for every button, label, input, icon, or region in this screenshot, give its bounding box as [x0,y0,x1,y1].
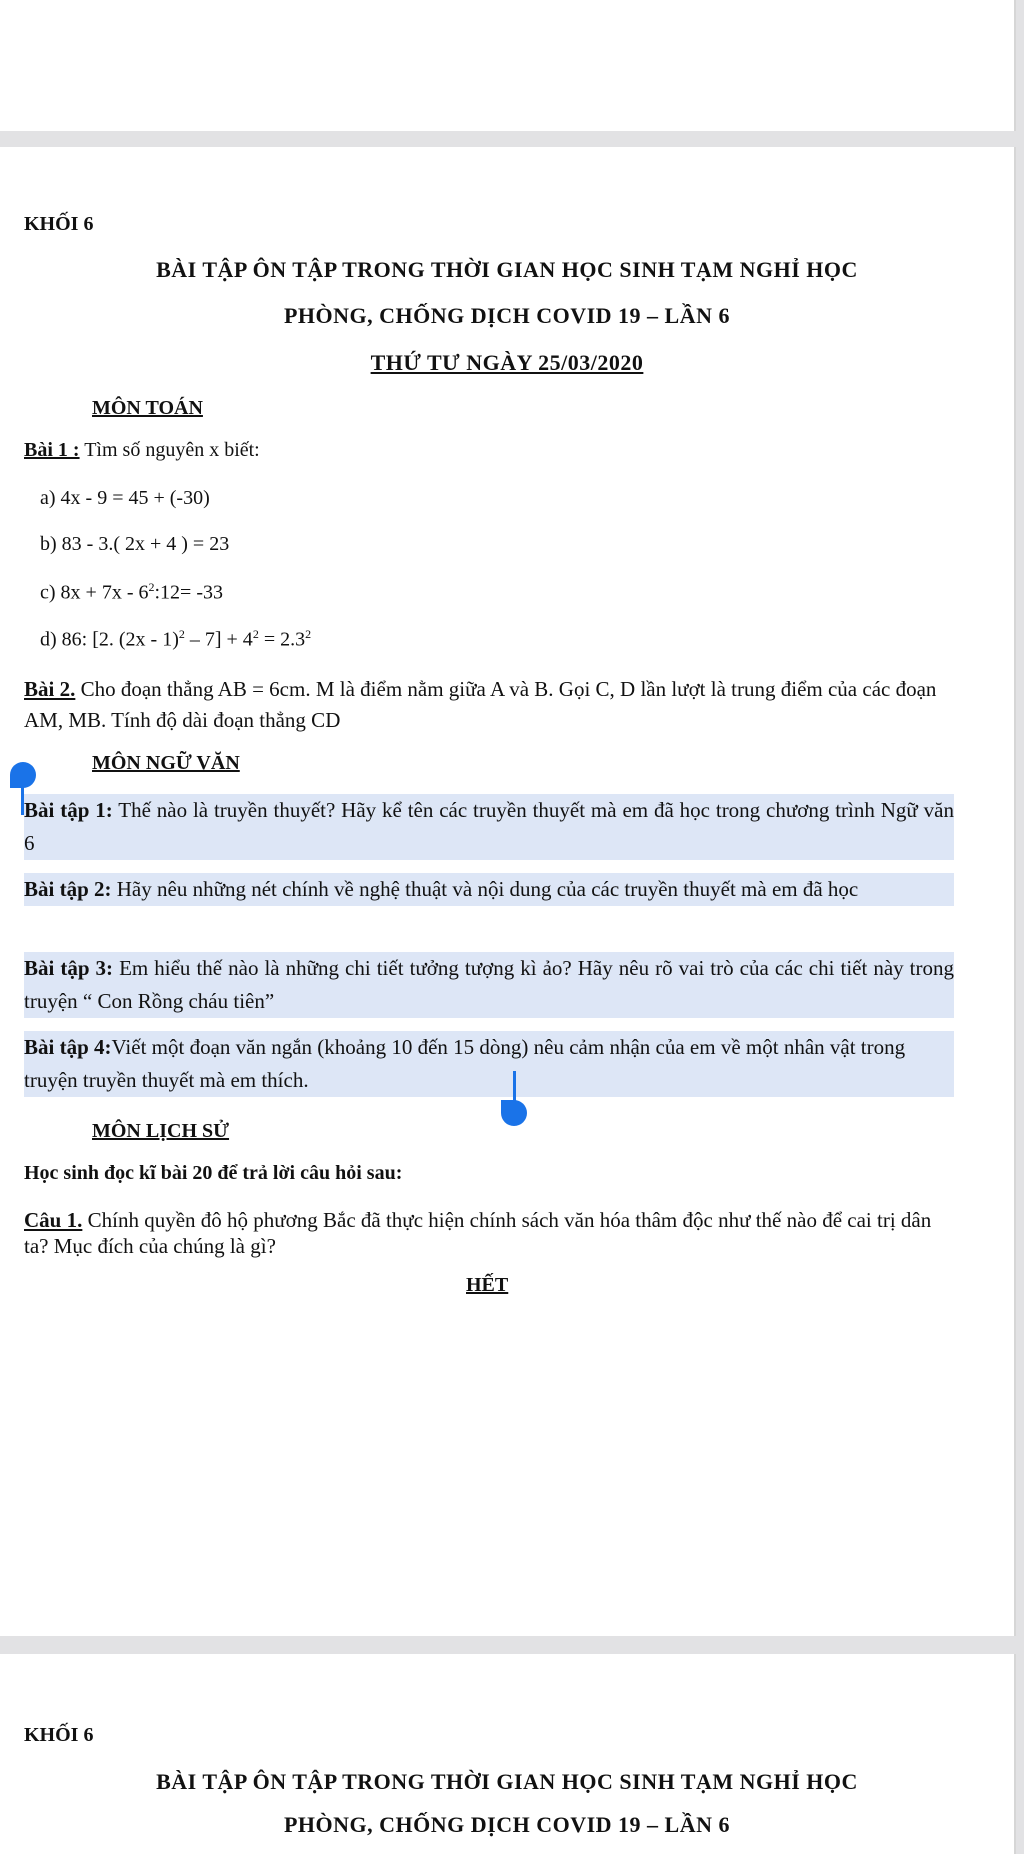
document-page [0,147,1014,1636]
previous-page [0,0,1014,131]
selection-end-handle[interactable] [501,1100,527,1126]
math-d-mid1: – 7] + 4 [184,628,253,651]
cau1-label: Câu 1. [24,1208,83,1232]
bt3-label: Bài tập 3: [24,956,114,980]
bt3-text: Em hiểu thế nào là những chi tiết tưởng tượng kì ảo? Hãy nêu rõ vai trò của các chi tiết này trong truyện “ Con Rồng cháu tiên” [24,956,954,1013]
next-page [0,1654,1014,1854]
math-item-b: b) 83 - 3.( 2x + 4 ) = 23 [40,533,230,555]
literature-bt1[interactable] [24,794,954,860]
history-intro: Học sinh đọc kĩ bài 20 để trả lời câu hỏi sau: [24,1162,403,1184]
doc-date: THỨ TƯ NGÀY 25/03/2020 [370,350,644,375]
bai1-label: Bài 1 : [24,439,80,461]
math-item-a: a) 4x - 9 = 45 + (-30) [40,487,210,509]
math-heading: MÔN TOÁN [92,397,203,419]
bt4-label: Bài tập 4: [24,1035,112,1059]
math-d-sup1: 2 [178,627,185,641]
math-d-sup2: 2 [252,627,259,641]
bt2-text: Hãy nêu những nét chính về nghệ thuật và nội dung của các truyền thuyết mà em đã học [111,877,859,901]
grade-label: KHỐI 6 [24,213,94,235]
literature-heading: MÔN NGỮ VĂN [92,752,240,774]
literature-bt4[interactable] [24,1031,954,1097]
bt1-label: Bài tập 1: [24,798,113,822]
bt1-text: Thế nào là truyền thuyết? Hãy kể tên các truyền thuyết mà em đã học trong chương trình Ngữ văn 6 [24,798,954,855]
next-title-line2: PHÒNG, CHỐNG DỊCH COVID 19 – LẦN 6 [283,1812,730,1837]
bai2-label: Bài 2. [24,677,76,701]
math-d-sup3: 2 [305,627,312,641]
cau1-text: Chính quyền đô hộ phương Bắc đã thực hiện chính sách văn hóa thâm độc như thế nào để cai trị dân ta? Mục đích của chúng là gì? [24,1208,932,1258]
next-title-line1: BÀI TẬP ÔN TẬP TRONG THỜI GIAN HỌC SINH TẠM NGHỈ HỌC [156,1769,858,1794]
doc-title-line2: PHÒNG, CHỐNG DỊCH COVID 19 – LẦN 6 [283,303,730,328]
math-bai2 [24,674,954,736]
math-item-d [40,627,311,652]
math-item-c [40,580,223,605]
end-mark: HẾT [466,1274,509,1296]
bt4-text: Viết một đoạn văn ngắn (khoảng 10 đến 15 dòng) nêu cảm nhận của em về một nhân vật trong truyện truyền thuyết mà em thích. [24,1035,906,1092]
history-heading: MÔN LỊCH SỬ [92,1120,230,1142]
math-d-mid2: = 2.3 [258,628,306,651]
literature-bt3[interactable] [24,952,954,1018]
math-c-pre: c) 8x + 7x - 6 [40,581,149,604]
math-bai1 [24,439,260,462]
math-c-post: :12= -33 [154,581,223,604]
history-cau1 [24,1207,954,1259]
next-grade-label: KHỐI 6 [24,1724,94,1746]
literature-bt2[interactable] [24,873,954,906]
math-c-sup: 2 [148,580,155,594]
bt2-label: Bài tập 2: [24,877,112,901]
doc-title-line1: BÀI TẬP ÔN TẬP TRONG THỜI GIAN HỌC SINH TẠM NGHỈ HỌC [156,257,858,282]
bai1-text: Tìm số nguyên x biết: [79,439,260,461]
selection-start-caret [21,781,24,815]
bai2-text: Cho đoạn thẳng AB = 6cm. M là điểm nằm giữa A và B. Gọi C, D lần lượt là trung điểm của các đoạn AM, MB. Tính độ dài đoạn thẳng CD [24,677,937,732]
math-d-pre: d) 86: [2. (2x - 1) [40,628,179,651]
